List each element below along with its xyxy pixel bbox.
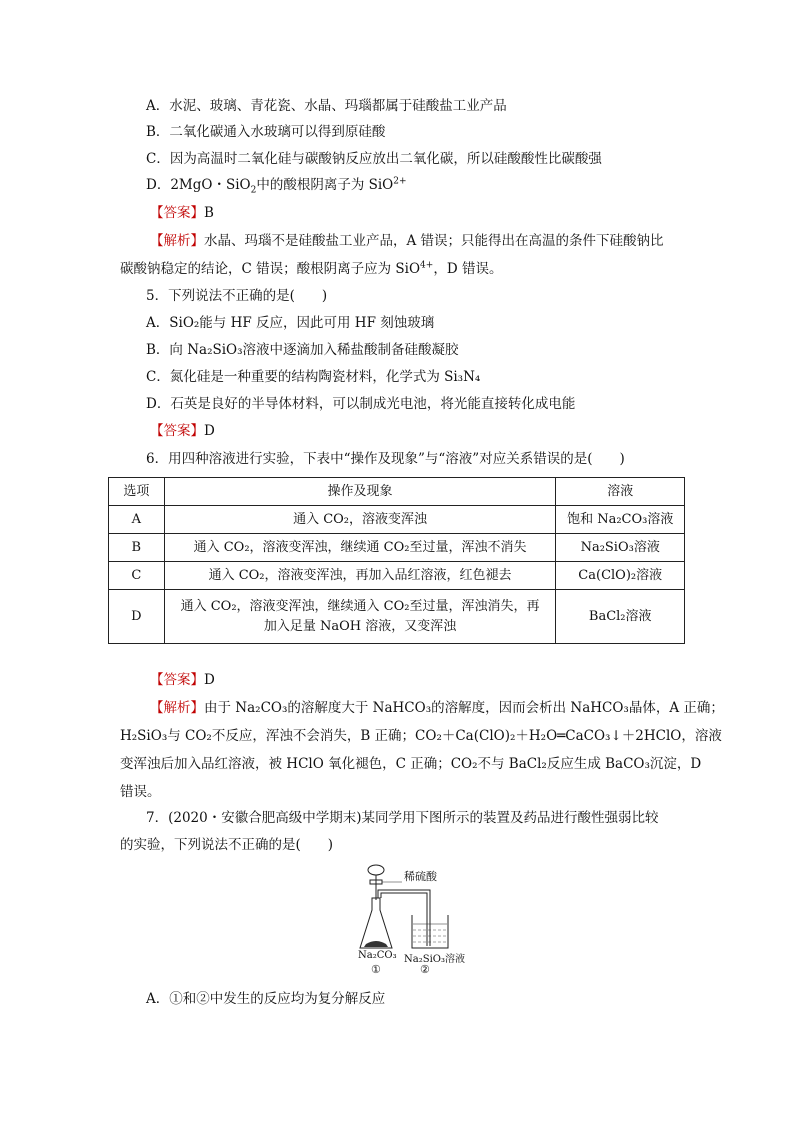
table-header-cell: 操作及现象	[164, 478, 556, 506]
analysis-text: 碳酸钠稳定的结论，C 错误；酸根阴离子应为 SiO	[120, 261, 421, 277]
q4-analysis-line2	[120, 259, 502, 279]
funnel-bulb	[368, 865, 384, 875]
table-header-cell: 选项	[109, 478, 165, 506]
label-beaker-reagent: Na₂SiO₃溶液	[404, 954, 465, 965]
flask	[360, 898, 392, 948]
q4-analysis-line1	[150, 231, 664, 251]
analysis-text: 水晶、玛瑙不是硅酸盐工业产品，A 错误；只能得出在高温的条件下硅酸钠比	[204, 233, 664, 249]
table-cell: 通入 CO₂，溶液变浑浊，继续通 CO₂至过量，浑浊不消失	[164, 534, 556, 562]
analysis-text: 由于 Na₂CO₃的溶解度大于 NaHCO₃的溶解度，因而会析出 NaHCO₃晶体，A 正确；	[204, 700, 724, 716]
label-num-1: ①	[371, 963, 381, 976]
q4-d-text: D．2MgO・SiO	[146, 177, 251, 193]
table-row	[109, 506, 685, 534]
table-header-row	[109, 478, 685, 506]
q5-option-a: A．SiO₂能与 HF 反应，因此可用 HF 刻蚀玻璃	[146, 315, 435, 331]
q5-option-b: B．向 Na₂SiO₃溶液中逐滴加入稀盐酸制备硅酸凝胶	[146, 342, 459, 358]
q6-analysis-line3: 变浑浊后加入品红溶液，被 HClO 氧化褪色，C 正确；CO₂不与 BaCl₂反应生成 BaCO₃沉淀，D	[120, 756, 702, 772]
q6-stem: 6．用四种溶液进行实验，下表中“操作及现象”与“溶液”对应关系错误的是( )	[146, 451, 625, 467]
delivery-tube	[378, 890, 430, 946]
analysis-sup: 4+	[420, 260, 434, 271]
q4-d-text-mid: 中的酸根阴离子为 SiO	[256, 177, 394, 193]
q4-option-c: C．因为高温时二氧化硅与碳酸钠反应放出二氧化碳，所以硅酸酸性比碳酸强	[146, 151, 602, 167]
table-row	[109, 562, 685, 590]
answer-tag: 【答案】	[150, 672, 204, 688]
table-cell: BaCl₂溶液	[556, 590, 685, 644]
q5-answer	[150, 421, 215, 441]
q6-table	[108, 477, 685, 644]
q4-option-a: A．水泥、玻璃、青花瓷、水晶、玛瑙都属于硅酸盐工业产品	[146, 98, 507, 114]
table-cell: Ca(ClO)₂溶液	[556, 562, 685, 590]
table-cell: 通入 CO₂，溶液变浑浊，再加入品红溶液，红色褪去	[164, 562, 556, 590]
table-cell: D	[109, 590, 165, 644]
label-flask-reagent: Na₂CO₃	[358, 950, 397, 961]
q6-analysis-line4: 错误。	[120, 784, 161, 800]
table-cell: 饱和 Na₂CO₃溶液	[556, 506, 685, 534]
analysis-tag: 【解析】	[150, 700, 204, 716]
flask-solid	[364, 941, 388, 947]
table-header-cell: 溶液	[556, 478, 685, 506]
q5-stem: 5．下列说法不正确的是( )	[146, 288, 328, 304]
q5-option-c: C．氮化硅是一种重要的结构陶瓷材料，化学式为 Si₃N₄	[146, 369, 481, 385]
answer-value: D	[204, 672, 215, 688]
delivery-tube-inner	[381, 893, 427, 946]
q6-analysis-line2: H₂SiO₃与 CO₂不反应，浑浊不会消失，B 正确；CO₂＋Ca(ClO)₂＋H₂O═CaCO₃↓＋2HClO，溶液	[120, 728, 722, 744]
answer-value: D	[204, 423, 215, 439]
q5-option-d: D．石英是良好的半导体材料，可以制成光电池，将光能直接转化成电能	[146, 396, 576, 412]
q4-d-sub: 2	[250, 185, 257, 196]
table-cell: A	[109, 506, 165, 534]
q4-d-sup: 2+	[393, 176, 407, 187]
table-row	[109, 534, 685, 562]
q4-option-d	[146, 175, 407, 195]
analysis-tag: 【解析】	[150, 233, 204, 249]
table-cell: 通入 CO₂，溶液变浑浊，继续通入 CO₂至过量，浑浊消失，再加入足量 NaOH 溶液，又变浑浊	[164, 590, 556, 644]
q4-answer	[150, 203, 214, 223]
answer-value: B	[204, 205, 214, 221]
analysis-text: ，D 错误。	[433, 261, 503, 277]
table-row	[109, 590, 685, 644]
label-dilute-sulfuric-acid: 稀硫酸	[404, 870, 437, 883]
q7-stem-line1: 7．(2020・安徽合肥高级中学期末)某同学用下图所示的装置及药品进行酸性强弱比较	[146, 810, 659, 826]
table-cell: 通入 CO₂，溶液变浑浊	[164, 506, 556, 534]
table-cell: Na₂SiO₃溶液	[556, 534, 685, 562]
table-cell: C	[109, 562, 165, 590]
answer-tag: 【答案】	[150, 423, 204, 439]
q4-option-b: B．二氧化碳通入水玻璃可以得到原硅酸	[146, 124, 386, 140]
label-num-2: ②	[420, 963, 430, 976]
answer-tag: 【答案】	[150, 205, 204, 221]
q7-stem-line2: 的实验，下列说法不正确的是( )	[120, 837, 334, 853]
table-cell: B	[109, 534, 165, 562]
q6-analysis-line1	[150, 698, 724, 718]
q7-option-a: A．①和②中发生的反应均为复分解反应	[146, 991, 386, 1007]
q6-answer	[150, 670, 215, 690]
